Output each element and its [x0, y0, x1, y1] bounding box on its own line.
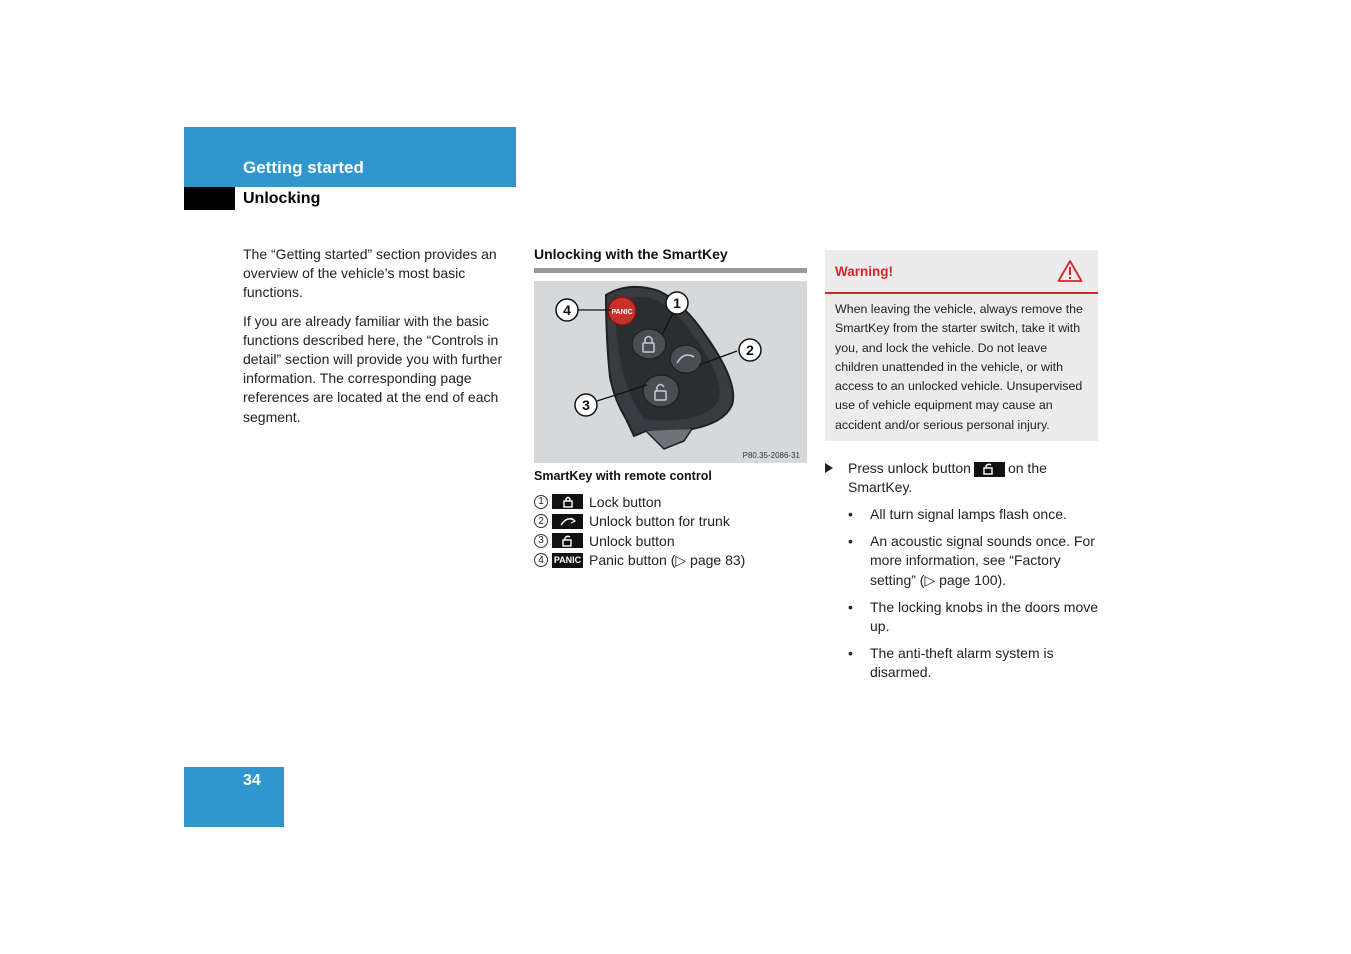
intro-paragraph-1: The “Getting started” section provides an overview of the vehicle’s most basic functions. [243, 246, 497, 301]
smartkey-heading: Unlocking with the SmartKey [534, 246, 807, 273]
svg-text:1: 1 [673, 295, 681, 311]
legend-label: Unlock button [589, 532, 675, 549]
step-text-before: Press unlock button [848, 460, 971, 476]
callout-1 [666, 292, 688, 314]
legend-item-panic [534, 551, 807, 571]
legend-item-lock [534, 492, 807, 512]
chapter-title: Getting started [243, 158, 364, 177]
list-item: • All turn signal lamps flash once. [848, 505, 1100, 524]
warning-box [825, 250, 1098, 441]
warning-header [825, 250, 1098, 294]
trunk-icon [552, 514, 583, 529]
step-text [825, 459, 1100, 497]
figure-caption: SmartKey with remote control [534, 469, 712, 483]
unlock-icon [552, 533, 583, 548]
instruction-step [825, 459, 1100, 497]
svg-text:4: 4 [563, 302, 571, 318]
legend-item-trunk [534, 512, 807, 532]
header-bar [184, 127, 516, 187]
warning-text: When leaving the vehicle, always remove the SmartKey from the starter switch, take it with you, and lock the vehicle. Do not leave children unattended in the vehicle, or with access to an unlocked vehicle. Unsupervised use of vehicle equipment may cause an accident and/or serious personal injury. [835, 302, 1083, 432]
callout-4 [556, 299, 578, 321]
legend-label: Lock button [589, 493, 662, 510]
callout-2 [739, 339, 761, 361]
page-number: 34 [243, 772, 261, 789]
legend-number: 4 [534, 553, 548, 567]
list-item: • The locking knobs in the doors move up. [848, 598, 1100, 636]
result-list [848, 505, 1100, 691]
smartkey-illustration [534, 281, 807, 463]
panic-button-text: PANIC [611, 309, 633, 316]
warning-triangle-icon [1057, 259, 1083, 283]
smartkey-figure [534, 281, 807, 463]
legend-number: 3 [534, 534, 548, 548]
list-item: • An acoustic signal sounds once. For more information, see “Factory setting” (▷ page 100). [848, 532, 1100, 590]
section-tab-marker [184, 187, 235, 210]
trunk-button-shape [670, 345, 702, 373]
legend-label: Unlock button for trunk [589, 513, 730, 530]
legend-number: 2 [534, 514, 548, 528]
page-number-box [184, 767, 284, 827]
legend-item-unlock [534, 531, 807, 551]
legend-number: 1 [534, 495, 548, 509]
svg-text:2: 2 [746, 342, 754, 358]
svg-text:3: 3 [582, 397, 590, 413]
panic-icon: PANIC [552, 553, 583, 568]
callout-3 [575, 394, 597, 416]
unlock-icon [974, 462, 1005, 477]
list-item: • The anti-theft alarm system is disarmed. [848, 644, 1100, 682]
lock-icon [552, 494, 583, 509]
legend-label: Panic button (▷ page 83) [589, 551, 746, 568]
figure-code: P80.35-2086-31 [742, 451, 800, 460]
warning-label: Warning! [835, 264, 893, 279]
intro-text [243, 245, 519, 436]
step-text-after: on the SmartKey. [848, 460, 1047, 496]
lock-button-shape [632, 329, 666, 359]
smartkey-tail [646, 429, 692, 449]
step-arrow-icon [825, 463, 833, 473]
section-title: Unlocking [243, 190, 321, 207]
intro-paragraph-2: If you are already familiar with the basic functions described here, the “Controls in detail” section will provide you with further information. The corresponding page references are located at the end of each segment. [243, 312, 503, 425]
button-legend [534, 492, 807, 570]
